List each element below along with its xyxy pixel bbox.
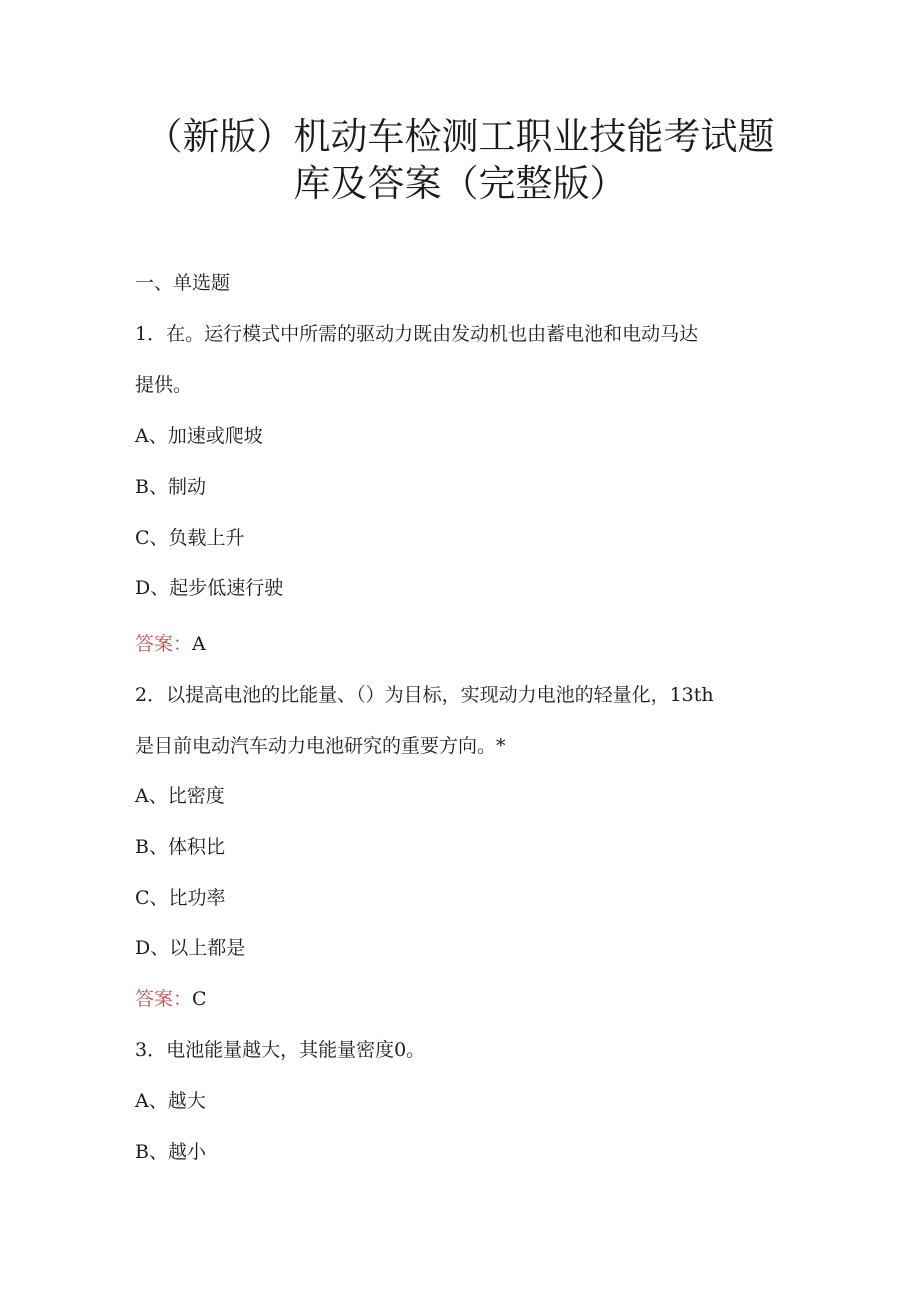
question-1-answer	[135, 632, 206, 656]
question-2-option-d: D、以上都是	[135, 937, 246, 959]
question-1-option-a: A、加速或爬坡	[135, 425, 263, 447]
question-1-option-c: C、负载上升	[135, 527, 245, 549]
question-2-answer	[135, 987, 207, 1011]
document-title-line-1: （新版）机动车检测工职业技能考试题	[145, 115, 775, 158]
question-2-stem-line-1: 2．以提高电池的比能量、（）为目标，实现动力电池的轻量化，13th	[135, 684, 714, 706]
question-2-stem-line-2: 是目前电动汽车动力电池研究的重要方向。*	[135, 735, 506, 757]
question-3-stem-line-1: 3．电池能量越大，其能量密度0。	[135, 1039, 426, 1061]
document-title-line-2: 库及答案（完整版）	[293, 162, 627, 205]
question-1-option-d: D、起步低速行驶	[135, 577, 284, 599]
answer-label: 答案：	[135, 988, 193, 1010]
question-1-stem-line-1: 1．在。运行模式中所需的驱动力既由发动机也由蓄电池和电动马达	[135, 323, 699, 345]
question-1-option-b: B、制动	[135, 476, 206, 498]
question-2-option-c: C、比功率	[135, 887, 226, 909]
answer-value: C	[192, 988, 207, 1010]
question-3-option-b: B、越小	[135, 1141, 206, 1163]
answer-label: 答案：	[135, 633, 193, 655]
question-2-option-b: B、体积比	[135, 836, 225, 858]
section-heading: 一、单选题	[135, 272, 231, 294]
question-3-option-a: A、越大	[135, 1090, 206, 1112]
answer-value: A	[192, 633, 206, 655]
question-2-option-a: A、比密度	[135, 785, 225, 807]
question-1-stem-line-2: 提供。	[135, 374, 193, 396]
